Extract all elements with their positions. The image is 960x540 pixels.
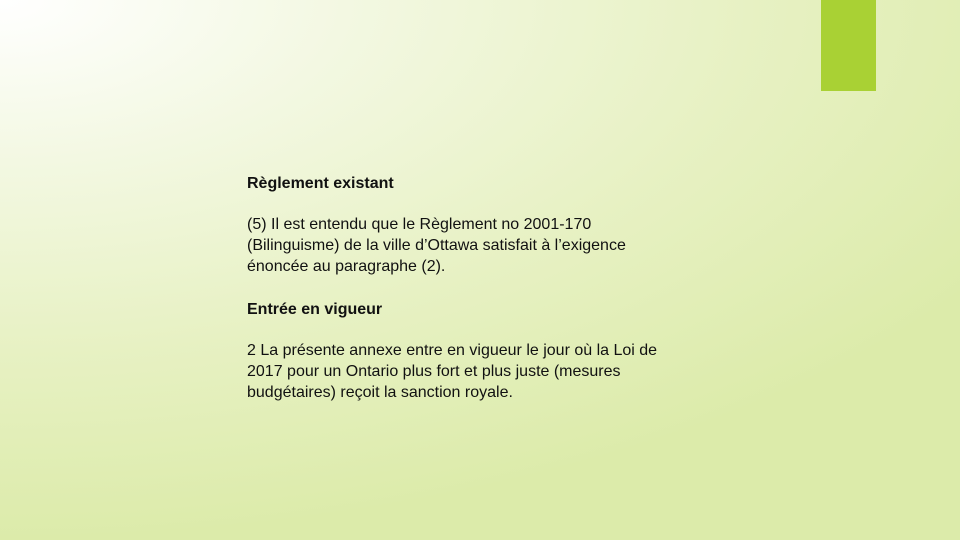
section-text-coming-into-force: 2 La présente annexe entre en vigueur le jour où la Loi de 2017 pour un Ontario plus fort et plus juste (mesures budgétaires) reçoit la sanction royale. xyxy=(247,342,658,401)
spacer xyxy=(247,194,737,214)
accent-bar xyxy=(821,0,876,91)
section-text-existing-bylaw: (5) Il est entendu que le Règlement no 2001-170 (Bilinguisme) de la ville d’Ottawa satisfait à l’exigence énoncée au paragraphe (2). xyxy=(247,216,626,275)
section-heading-coming-into-force: Entrée en vigueur xyxy=(247,301,383,318)
spacer xyxy=(247,277,737,299)
slide-content xyxy=(247,173,737,403)
section-heading-existing-bylaw: Règlement existant xyxy=(247,175,394,192)
spacer xyxy=(247,320,737,340)
